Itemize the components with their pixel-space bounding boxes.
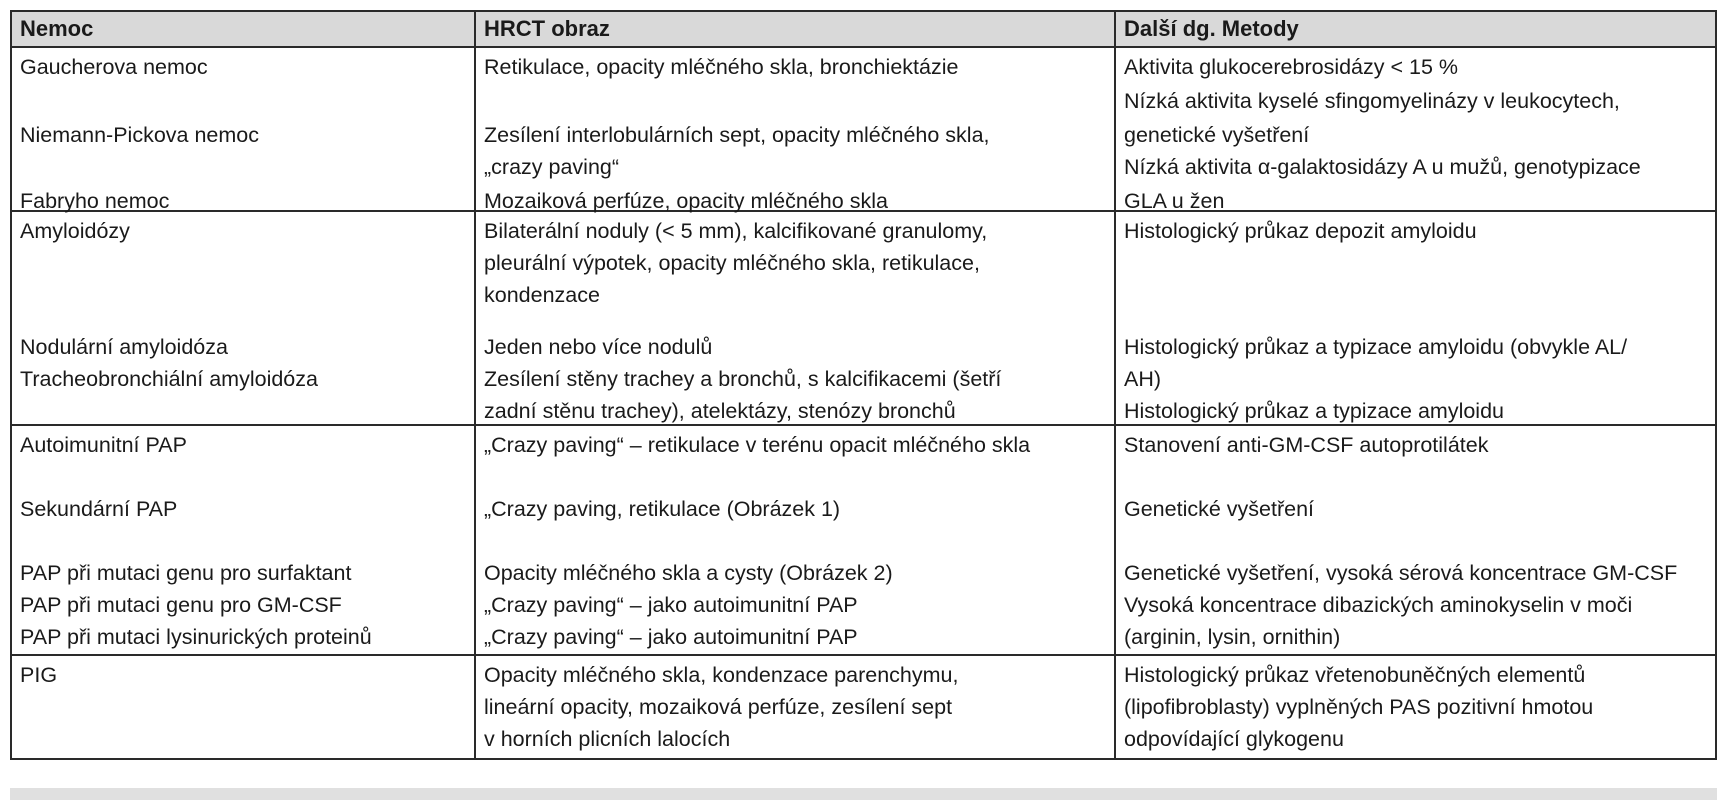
table-header	[10, 10, 1717, 48]
cell-text-line: v horních plicních lalocích	[484, 727, 731, 751]
cell-hrct	[474, 212, 1114, 424]
cell-text-line: PAP při mutaci lysinurických proteinů	[20, 625, 372, 649]
cell-text-line: Nízká aktivita α-galaktosidázy A u mužů, genotypizace	[1124, 155, 1641, 179]
cell-text-line: Bilaterální noduly (< 5 mm), kalcifikované granulomy,	[484, 219, 988, 243]
cell-text-line: Genetické vyšetření	[1124, 497, 1315, 521]
cell-text-line: pleurální výpotek, opacity mléčného skla, retikulace,	[484, 251, 980, 275]
cell-text-line: Histologický průkaz a typizace amyloidu (obvykle AL/	[1124, 335, 1628, 359]
cell-text-line: Vysoká koncentrace dibazických aminokyselin v moči	[1124, 593, 1633, 617]
cell-text-line: Opacity mléčného skla, kondenzace parenchymu,	[484, 663, 959, 687]
header-other-methods: Další dg. Metody	[1114, 12, 1717, 46]
cell-text-line: „Crazy paving“ – retikulace v terénu opacit mléčného skla	[484, 433, 1031, 457]
cell-text-line: Niemann-Pickova nemoc	[20, 123, 259, 147]
cell-text-line: Histologický průkaz vřetenobuněčných elementů	[1124, 663, 1586, 687]
cell-text-line: „Crazy paving“ – jako autoimunitní PAP	[484, 593, 858, 617]
cell-text-line: Amyloidózy	[20, 219, 130, 243]
cell-text-line: kondenzace	[484, 283, 600, 307]
cell-text-line: Mozaiková perfúze, opacity mléčného skla	[484, 189, 888, 213]
cell-text-line: Nodulární amyloidóza	[20, 335, 228, 359]
cell-text-line: GLA u žen	[1124, 189, 1225, 213]
cell-text-line: (lipofibroblasty) vyplněných PAS pozitivní hmotou	[1124, 695, 1594, 719]
cell-hrct	[474, 426, 1114, 654]
cell-methods	[1114, 48, 1717, 213]
header-hrct: HRCT obraz	[474, 12, 1114, 46]
cell-disease	[10, 212, 474, 424]
cell-text-line: Jeden nebo více nodulů	[484, 335, 713, 359]
cell-disease	[10, 426, 474, 654]
cell-disease	[10, 656, 474, 758]
cell-disease	[10, 48, 474, 213]
cell-text-line: Gaucherova nemoc	[20, 55, 208, 79]
cell-text-line: PAP při mutaci genu pro surfaktant	[20, 561, 352, 585]
cell-text-line: Zesílení interlobulárních sept, opacity mléčného skla,	[484, 123, 990, 147]
cell-text-line: Stanovení anti-GM-CSF autoprotilátek	[1124, 433, 1489, 457]
table-section-3	[10, 426, 1717, 656]
cell-text-line: zadní stěnu trachey), atelektázy, stenózy bronchů	[484, 399, 956, 423]
cell-text-line: Tracheobronchiální amyloidóza	[20, 367, 318, 391]
cell-text-line: (arginin, lysin, ornithin)	[1124, 625, 1341, 649]
cell-text-line: odpovídající glykogenu	[1124, 727, 1344, 751]
cell-text-line: Zesílení stěny trachey a bronchů, s kalcifikacemi (šetří	[484, 367, 1002, 391]
cell-text-line: „crazy paving“	[484, 155, 620, 179]
cell-text-line: Retikulace, opacity mléčného skla, bronchiektázie	[484, 55, 959, 79]
cell-text-line: genetické vyšetření	[1124, 123, 1310, 147]
table-body	[10, 48, 1717, 760]
bottom-band	[10, 788, 1717, 800]
cell-text-line: PAP při mutaci genu pro GM-CSF	[20, 593, 342, 617]
cell-text-line: PIG	[20, 663, 58, 687]
cell-text-line: Opacity mléčného skla a cysty (Obrázek 2)	[484, 561, 893, 585]
cell-text-line: Autoimunitní PAP	[20, 433, 187, 457]
table-section-2	[10, 212, 1717, 426]
cell-text-line: Histologický průkaz a typizace amyloidu	[1124, 399, 1504, 423]
cell-methods	[1114, 212, 1717, 424]
cell-hrct	[474, 656, 1114, 758]
cell-text-line: Genetické vyšetření, vysoká sérová koncentrace GM-CSF	[1124, 561, 1678, 585]
cell-text-line: Histologický průkaz depozit amyloidu	[1124, 219, 1477, 243]
cell-text-line: Fabryho nemoc	[20, 189, 170, 213]
cell-hrct	[474, 48, 1114, 213]
cell-text-line: „Crazy paving, retikulace (Obrázek 1)	[484, 497, 841, 521]
cell-text-line: AH)	[1124, 367, 1162, 391]
cell-text-line: Nízká aktivita kyselé sfingomyelinázy v leukocytech,	[1124, 89, 1620, 113]
header-disease: Nemoc	[10, 12, 474, 46]
table-section-1	[10, 48, 1717, 212]
cell-text-line: Sekundární PAP	[20, 497, 178, 521]
cell-text-line: lineární opacity, mozaiková perfúze, zesílení sept	[484, 695, 953, 719]
cell-text-line: Aktivita glukocerebrosidázy < 15 %	[1124, 55, 1459, 79]
disease-table	[10, 10, 1717, 790]
cell-methods	[1114, 426, 1717, 654]
table-section-4	[10, 656, 1717, 760]
cell-methods	[1114, 656, 1717, 758]
cell-text-line: „Crazy paving“ – jako autoimunitní PAP	[484, 625, 858, 649]
